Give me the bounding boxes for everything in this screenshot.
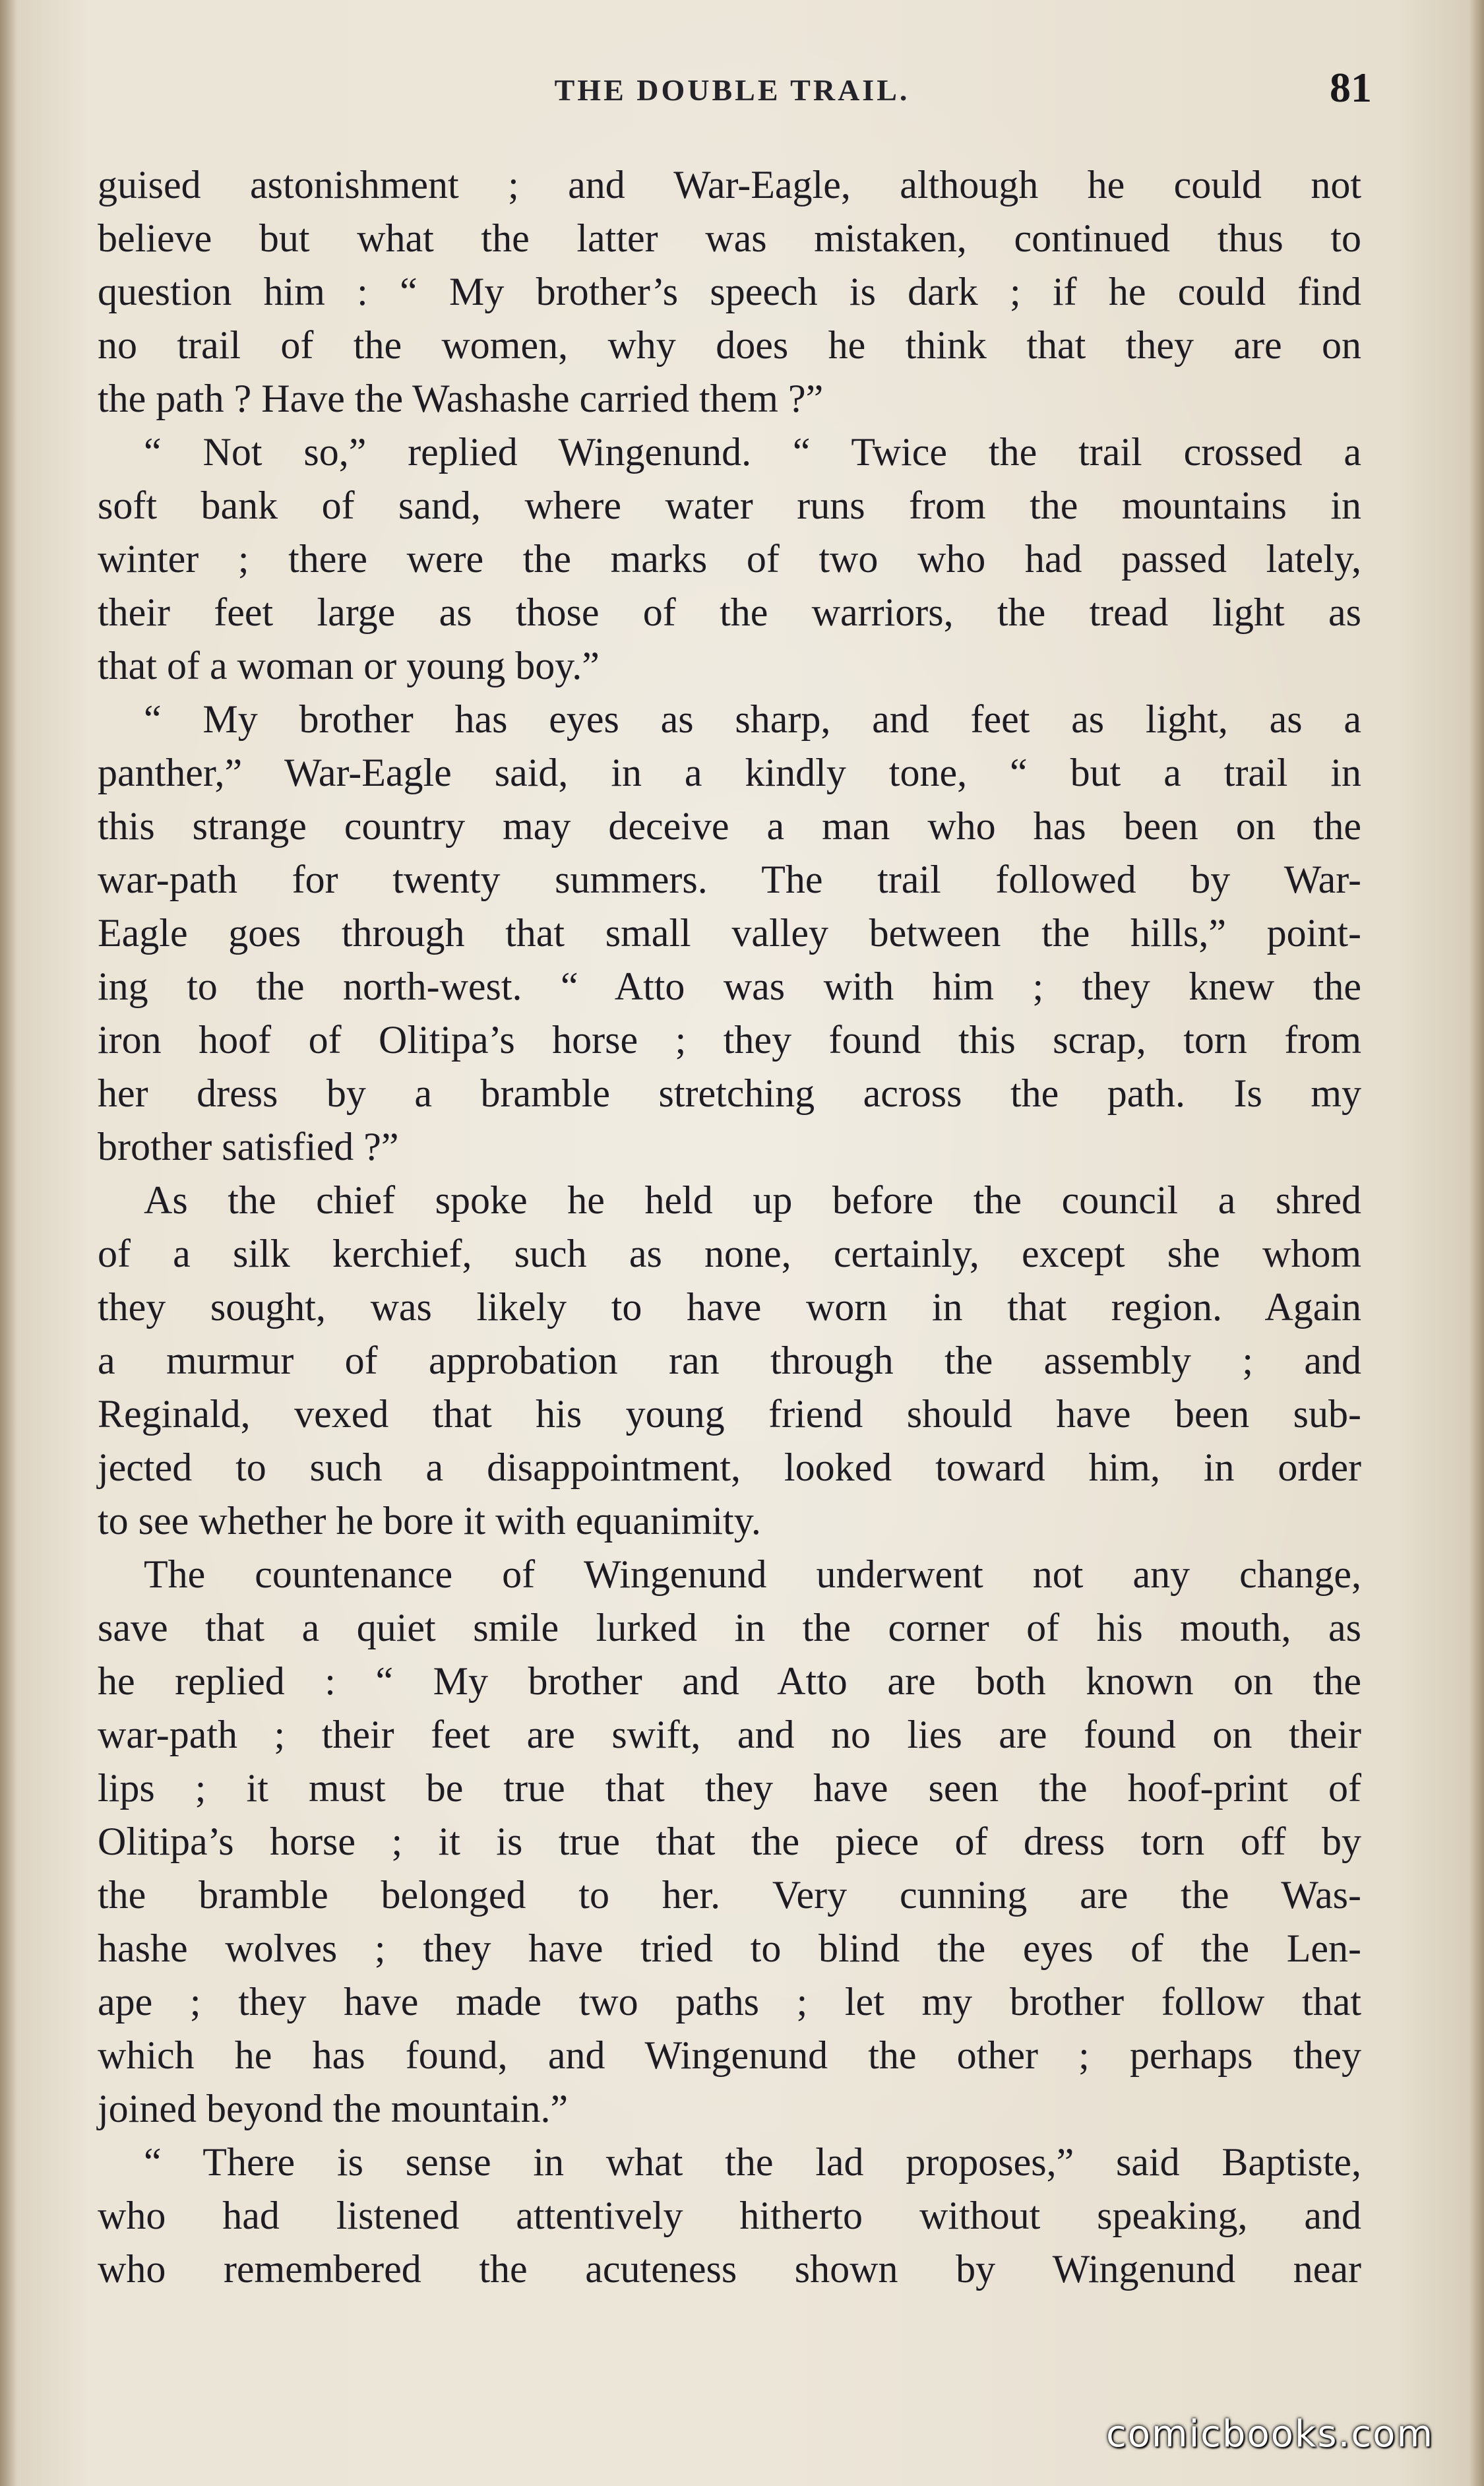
text-line: Reginald, vexed that his young friend should have been sub- (98, 1392, 1361, 1436)
text-line: the bramble belonged to her. Very cunning are the Was- (98, 1873, 1361, 1917)
text-line: believe but what the latter was mistaken, continued thus to (98, 216, 1361, 260)
text-line: question him : “ My brother’s speech is dark ; if he could find (98, 270, 1361, 313)
text-line: winter ; there were the marks of two who had passed lately, (98, 537, 1361, 581)
body-text (98, 158, 1361, 2296)
text-line: “ There is sense in what the lad proposes,” said Baptiste, (144, 2140, 1361, 2184)
text-line: war-path for twenty summers. The trail followed by War- (98, 858, 1361, 901)
text-line: panther,” War-Eagle said, in a kindly tone, “ but a trail in (98, 751, 1361, 794)
text-line: ing to the north-west. “ Atto was with him ; they knew the (98, 965, 1361, 1008)
text-line: iron hoof of Olitipa’s horse ; they found this scrap, torn from (98, 1018, 1361, 1062)
text-line: ape ; they have made two paths ; let my brother follow that (98, 1980, 1361, 2024)
text-line: who remembered the acuteness shown by Wingenund near (98, 2247, 1361, 2291)
page-header (99, 64, 1372, 119)
page-edge-shadow-left (0, 0, 17, 2486)
running-head: THE DOUBLE TRAIL. (554, 73, 910, 107)
text-line: no trail of the women, why does he think that they are on (98, 323, 1361, 367)
text-line: The countenance of Wingenund underwent not any change, (144, 1552, 1361, 1596)
text-line: that of a woman or young boy.” (98, 644, 600, 687)
text-line: the path ? Have the Washashe carried them ?” (98, 377, 824, 420)
text-line: of a silk kerchief, such as none, certainly, except she whom (98, 1232, 1361, 1275)
page-edge-shadow-right (1469, 0, 1484, 2486)
text-line: jected to such a disappointment, looked toward him, in order (98, 1446, 1361, 1489)
text-line: they sought, was likely to have worn in that region. Again (98, 1285, 1361, 1329)
text-line: their feet large as those of the warriors, the tread light as (98, 590, 1361, 634)
text-line: brother satisfied ?” (98, 1125, 399, 1168)
text-line: hashe wolves ; they have tried to blind the eyes of the Len- (98, 1927, 1361, 1970)
text-line: “ Not so,” replied Wingenund. “ Twice the trail crossed a (144, 430, 1361, 474)
text-line: a murmur of approbation ran through the assembly ; and (98, 1339, 1361, 1382)
text-line: save that a quiet smile lurked in the corner of his mouth, as (98, 1606, 1361, 1649)
text-line: who had listened attentively hitherto without speaking, and (98, 2194, 1361, 2237)
text-line: joined beyond the mountain.” (98, 2087, 569, 2130)
text-line: war-path ; their feet are swift, and no lies are found on their (98, 1713, 1361, 1756)
page-number: 81 (1330, 64, 1372, 111)
text-line: which he has found, and Wingenund the other ; perhaps they (98, 2033, 1361, 2077)
text-line: to see whether he bore it with equanimity. (98, 1499, 761, 1543)
text-line: lips ; it must be true that they have seen the hoof-print of (98, 1766, 1361, 1810)
text-line: he replied : “ My brother and Atto are both known on the (98, 1659, 1361, 1703)
text-line: Olitipa’s horse ; it is true that the piece of dress torn off by (98, 1820, 1361, 1863)
text-line: “ My brother has eyes as sharp, and feet as light, as a (144, 697, 1361, 741)
watermark: comicbooks.com (1105, 2413, 1434, 2456)
text-line: soft bank of sand, where water runs from the mountains in (98, 484, 1361, 527)
text-line: guised astonishment ; and War-Eagle, although he could not (98, 163, 1361, 207)
text-line: Eagle goes through that small valley between the hills,” point- (98, 911, 1361, 955)
text-line: As the chief spoke he held up before the council a shred (144, 1178, 1361, 1222)
text-line: her dress by a bramble stretching across the path. Is my (98, 1071, 1361, 1115)
text-line: this strange country may deceive a man who has been on the (98, 804, 1361, 848)
